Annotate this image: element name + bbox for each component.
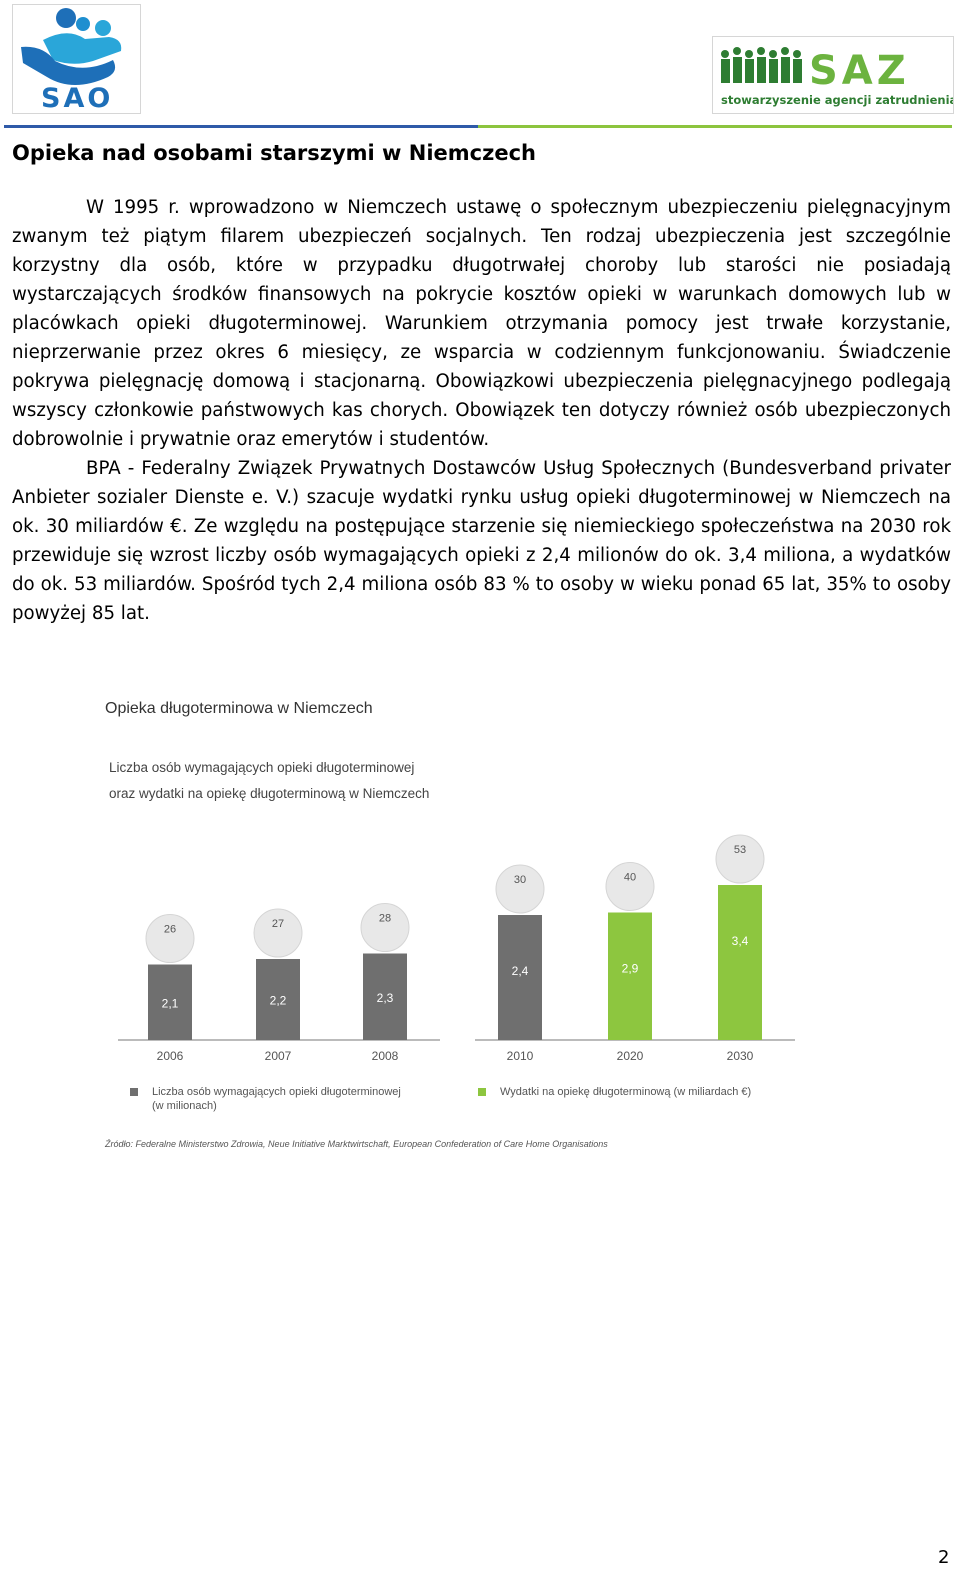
expense-bubble <box>254 909 302 957</box>
expense-value-label: 28 <box>378 912 392 925</box>
bar <box>718 885 762 1040</box>
paragraph: BPA - Federalny Związek Prywatnych Dostawców Usług Społecznych (Bundesverband privater Anbieter sozialer Dienste e. V.) szacuje wydatki rynku usług opieki długoterminowej w Niemczech na ok. 30 miliardów €. Ze względu na postępujące starzenie się niemieckiego społeczeństwa na 2030 rok przewiduje się wzrost liczby osób wymagających opieki z 2,4 milionów do ok. 3,4 miliona, a wydatków do ok. 53 miliardów. Spośród tych 2,4 miliona osób 83 % to osoby w wieku ponad 65 lat, 35% to osoby powyżej 85 lat. <box>12 458 951 624</box>
chart-subtitle <box>109 755 529 807</box>
bar-value-label: 2,3 <box>376 990 394 1005</box>
expense-bubble <box>716 835 764 883</box>
bar-value-label: 2,4 <box>511 964 529 978</box>
chart-subtitle-line: oraz wydatki na opiekę długoterminową w Niemczech <box>109 786 430 801</box>
x-tick-label: 2010 <box>506 1049 534 1063</box>
expense-value-label: 27 <box>271 918 285 930</box>
expense-value-label: 26 <box>163 923 177 936</box>
legend-label: Wydatki na opiekę długoterminową (w miliardach €) <box>500 1086 752 1098</box>
legend-swatch <box>130 1088 138 1096</box>
header-divider <box>4 125 952 128</box>
expense-bubble <box>146 915 194 963</box>
saz-logo-subtitle: stowarzyszenie agencji zatrudnienia <box>721 93 953 107</box>
bar-value-label: 2,1 <box>161 996 179 1011</box>
expense-value-label: 40 <box>623 871 637 884</box>
bar-value-label: 2,2 <box>269 993 287 1008</box>
expense-bubble <box>606 863 654 911</box>
sao-logo-text: SAO <box>41 83 114 113</box>
x-tick-label: 2008 <box>371 1049 399 1063</box>
expense-value-label: 53 <box>733 844 747 856</box>
x-tick-label: 2030 <box>726 1049 754 1063</box>
bar <box>608 913 652 1041</box>
bar-value-label: 3,4 <box>731 934 749 948</box>
saz-logo-text: SAZ <box>809 48 910 94</box>
article-body <box>12 193 951 628</box>
expense-value-label: 30 <box>513 874 527 886</box>
chart-title: Opieka długoterminowa w Niemczech <box>105 700 373 717</box>
page-title: Opieka nad osobami starszymi w Niemczech <box>12 141 536 165</box>
chart-source: Źródło: Federalne Ministerstwo Zdrowia, Neue Initiative Marktwirtschaft, European Confederation of Care Home Organisations <box>105 1139 608 1149</box>
x-tick-label: 2007 <box>264 1049 292 1063</box>
paragraph: W 1995 r. wprowadzono w Niemczech ustawę o społecznym ubezpieczeniu pielęgnacyjnym zwanym też piątym filarem ubezpieczeń socjalnych. Ten rodzaj ubezpieczenia jest szczególnie korzystny dla osób, które w przypadku długotrwałej choroby lub starości nie posiadają wystarczających środków finansowych na pokrycie kosztów opieki w warunkach domowych lub w placówkach opieki długoterminowej. Warunkiem otrzymania pomocy jest trwałe korzystanie, nieprzerwanie przez okres 6 miesięcy, ze wsparcia w codziennym funkcjonowaniu. Świadczenie pokrywa pielęgnację domową i stacjonarną. Obowiązkowi ubezpieczenia pielęgnacyjnego podlegają wszyscy członkowie państwowych kas chorych. Obowiązek ten dotyczy również osób ubezpieczonych dobrowolnie i prywatnie oraz emerytów i studentów. <box>12 197 951 450</box>
page-number: 2 <box>938 1547 950 1568</box>
legend-label-text: Liczba osób wymagających opieki długoterminowej <box>152 1086 401 1098</box>
x-tick-label: 2006 <box>156 1049 184 1063</box>
legend-label <box>152 1085 401 1113</box>
saz-logo <box>712 36 954 114</box>
bar-value-label: 2,9 <box>621 961 639 976</box>
chart-subtitle-line: Liczba osób wymagających opieki długoterminowej <box>109 760 415 775</box>
x-tick-label: 2020 <box>616 1049 644 1063</box>
page-header <box>0 0 960 132</box>
legend-swatch <box>478 1088 486 1096</box>
sao-logo <box>12 4 141 114</box>
long-term-care-chart <box>100 695 800 1155</box>
expense-bubble <box>496 865 544 913</box>
legend-label-text: (w milionach) <box>152 1100 217 1112</box>
saz-logo-icon <box>713 37 953 113</box>
sao-logo-icon <box>13 5 140 113</box>
expense-bubble <box>361 904 409 952</box>
